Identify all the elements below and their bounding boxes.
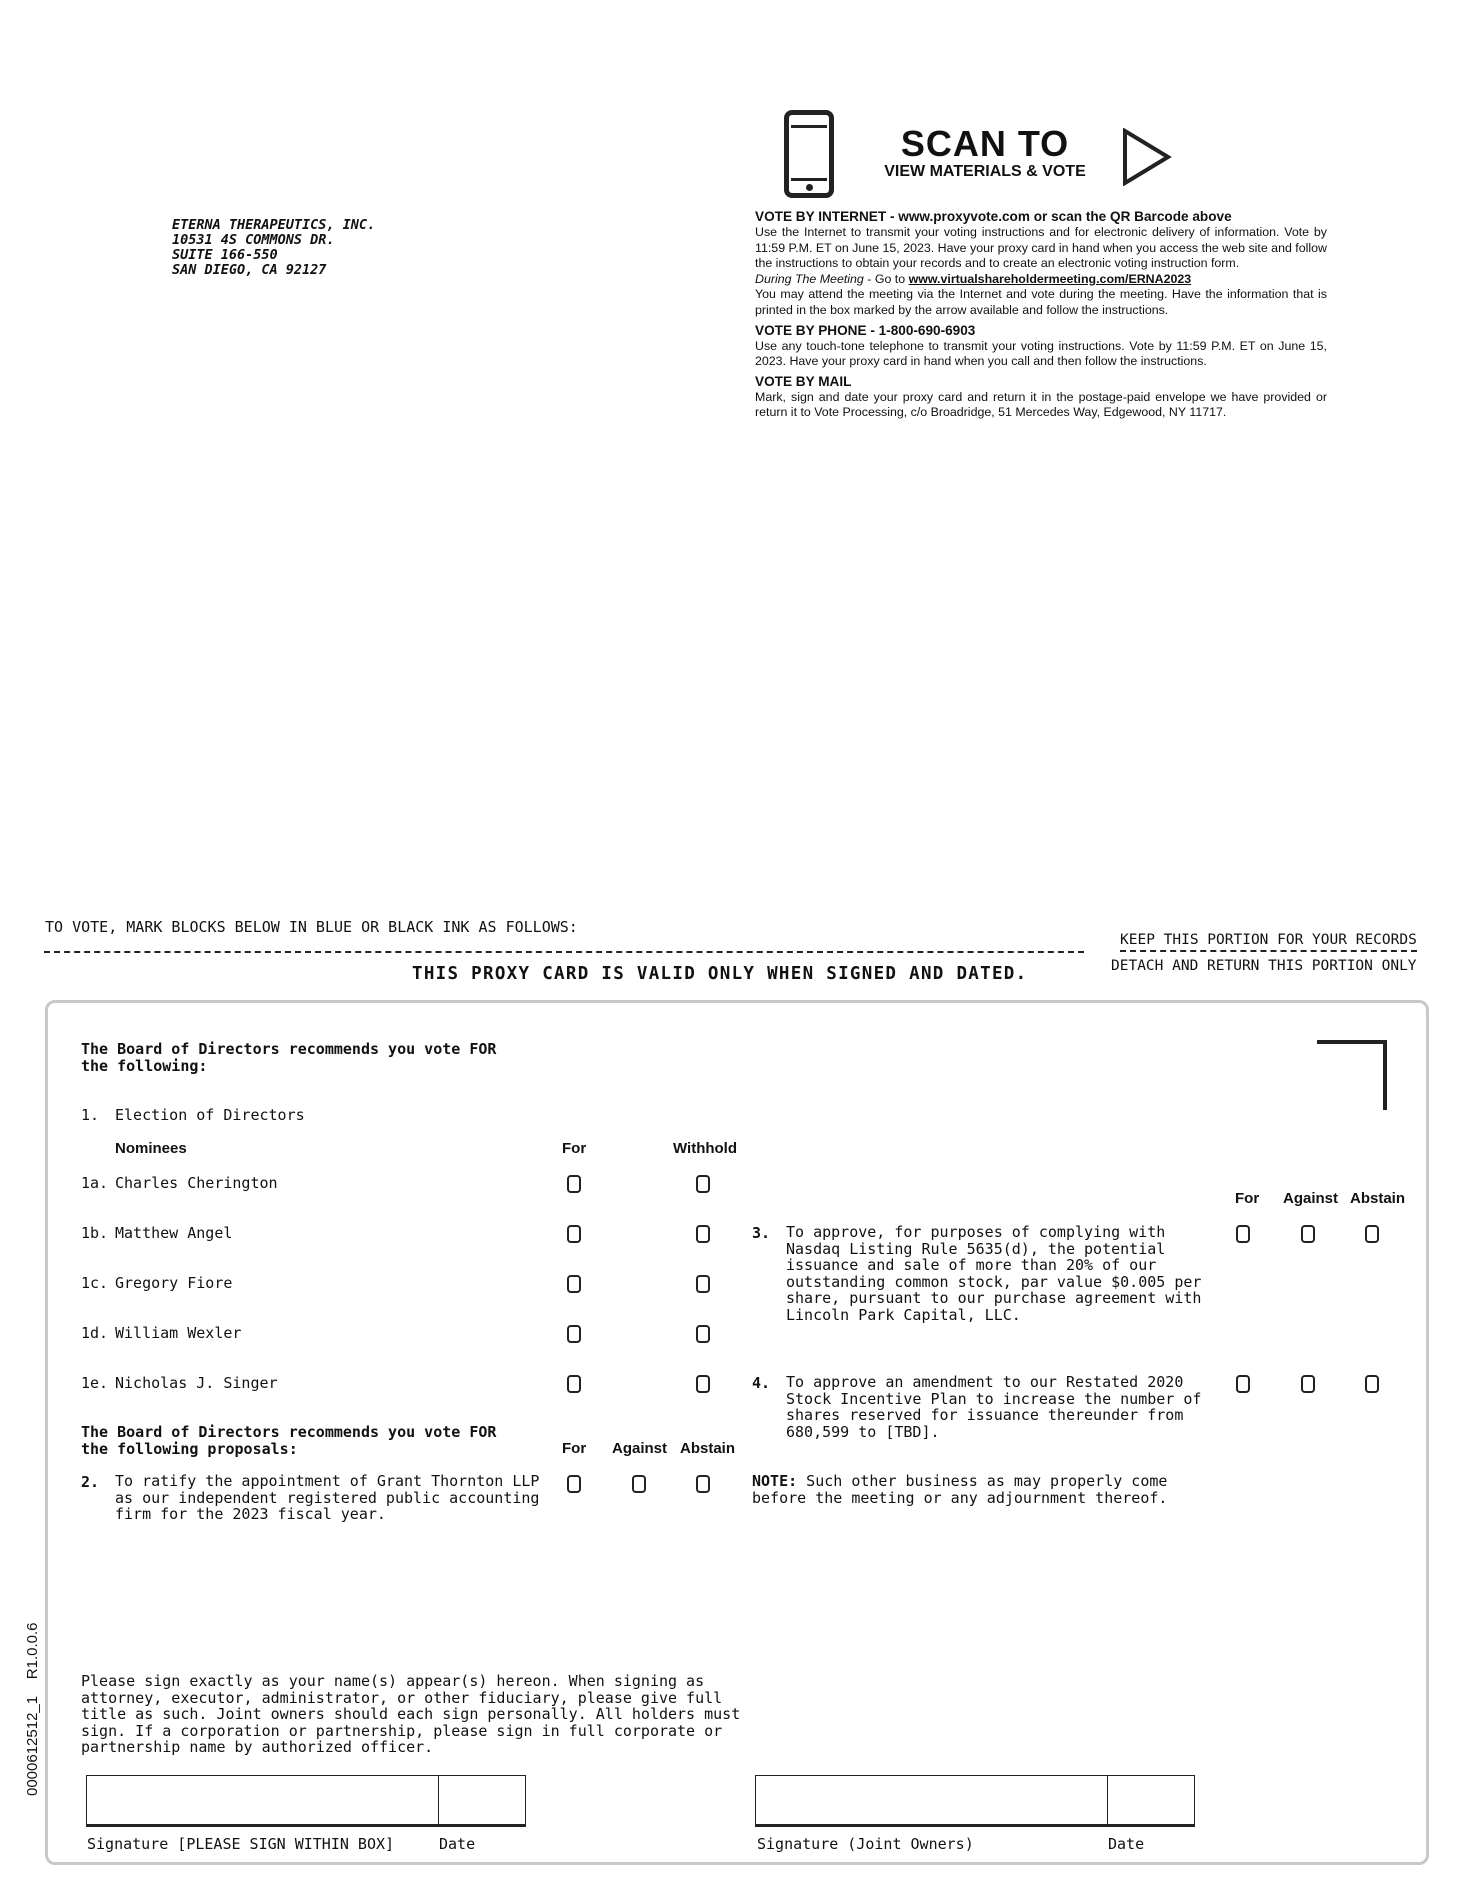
nominee-withhold-checkbox[interactable] bbox=[696, 1225, 710, 1243]
nominee-number: 1d. bbox=[81, 1324, 109, 1342]
joint-signature-box[interactable] bbox=[755, 1775, 1195, 1827]
proposal2-against-checkbox[interactable] bbox=[632, 1475, 646, 1493]
detach-line bbox=[44, 951, 1084, 953]
nominee-withhold-checkbox[interactable] bbox=[696, 1175, 710, 1193]
nominee-for-checkbox[interactable] bbox=[567, 1325, 581, 1343]
proposal3-number: 3. bbox=[752, 1224, 771, 1242]
phone-text: Use any touch-tone telephone to transmit your voting instructions. Vote by 11:59 P.M. ET on June 15, 2023. Have your proxy card in hand when you call and then follow the instructions. bbox=[755, 338, 1327, 369]
p2-for-header: For bbox=[562, 1440, 587, 1457]
mark-instructions: TO VOTE, MARK BLOCKS BELOW IN BLUE OR BLACK INK AS FOLLOWS: bbox=[45, 918, 578, 936]
phone-heading: VOTE BY PHONE - 1-800-690-6903 bbox=[755, 322, 976, 338]
nominee-number: 1c. bbox=[81, 1274, 109, 1292]
detach-portion-label: DETACH AND RETURN THIS PORTION ONLY bbox=[1111, 958, 1417, 974]
date-box-divider bbox=[438, 1776, 439, 1824]
nominee-name: Nicholas J. Singer bbox=[115, 1374, 278, 1392]
smartphone-icon bbox=[784, 110, 834, 198]
mail-heading: VOTE BY MAIL bbox=[755, 373, 852, 389]
address-line: SUITE 166-550 bbox=[172, 247, 278, 263]
proposal4-for-checkbox[interactable] bbox=[1236, 1375, 1250, 1393]
address-line: ETERNA THERAPEUTICS, INC. bbox=[172, 217, 376, 233]
proposal3-text: To approve, for purposes of complying with Nasdaq Listing Rule 5635(d), the potential issuance and sale of more than 20% of our outstanding common stock, par value $0.005 per share, pursuant to our purchase agreement with Lincoln Park Capital, LLC. bbox=[786, 1223, 1202, 1324]
proposal2-for-checkbox[interactable] bbox=[567, 1475, 581, 1493]
p3-for-header: For bbox=[1235, 1190, 1260, 1207]
meeting-line bbox=[755, 272, 1327, 288]
nominees-header: Nominees bbox=[115, 1140, 187, 1157]
meeting-goto: - Go to bbox=[863, 271, 909, 286]
proposal3-against-checkbox[interactable] bbox=[1301, 1225, 1315, 1243]
note-text: Such other business as may properly come before the meeting or any adjournment thereof. bbox=[752, 1472, 1168, 1507]
sign-instructions: Please sign exactly as your name(s) appear(s) hereon. When signing as attorney, executor, administrator, or other fiduciary, please give full title as such. Joint owners should each sign personally. All holders must sign. If a corporation or partnership, please sign in full corporate or partnership name by authorized officer. bbox=[81, 1672, 741, 1757]
signature-label: Signature [PLEASE SIGN WITHIN BOX] bbox=[87, 1835, 395, 1853]
nominee-number: 1b. bbox=[81, 1224, 109, 1242]
nominee-number: 1e. bbox=[81, 1374, 109, 1392]
note bbox=[752, 1473, 1167, 1506]
nominee-withhold-checkbox[interactable] bbox=[696, 1375, 710, 1393]
signature-box[interactable] bbox=[86, 1775, 526, 1827]
p3-abstain-header: Abstain bbox=[1350, 1190, 1406, 1207]
document-code: 0000612512_1 R1.0.0.6 bbox=[24, 1622, 41, 1796]
p3-against-header: Against bbox=[1283, 1190, 1339, 1207]
withhold-header: Withhold bbox=[673, 1140, 738, 1157]
nominee-for-checkbox[interactable] bbox=[567, 1275, 581, 1293]
internet-heading: VOTE BY INTERNET - www.proxyvote.com or scan the QR Barcode above bbox=[755, 209, 1232, 224]
item1-label: Election of Directors bbox=[115, 1106, 305, 1124]
joint-signature-label: Signature (Joint Owners) bbox=[757, 1835, 974, 1853]
proposal4-against-checkbox[interactable] bbox=[1301, 1375, 1315, 1393]
proposal2-text: To ratify the appointment of Grant Thornton LLP as our independent registered public accounting firm for the 2023 fiscal year. bbox=[115, 1472, 540, 1524]
valid-notice: THIS PROXY CARD IS VALID ONLY WHEN SIGNED AND DATED. bbox=[412, 964, 1028, 984]
p2-abstain-header: Abstain bbox=[680, 1440, 736, 1457]
scan-header bbox=[855, 123, 1115, 182]
voting-instructions bbox=[755, 208, 1327, 421]
proposal4-number: 4. bbox=[752, 1374, 771, 1392]
nominee-name: Matthew Angel bbox=[115, 1224, 233, 1242]
nominee-withhold-checkbox[interactable] bbox=[696, 1325, 710, 1343]
nominee-for-checkbox[interactable] bbox=[567, 1225, 581, 1243]
company-address bbox=[172, 218, 375, 278]
meeting-url-link[interactable]: www.virtualshareholdermeeting.com/ERNA2023 bbox=[908, 271, 1192, 286]
corner-mark bbox=[1317, 1040, 1387, 1110]
p2-against-header: Against bbox=[612, 1440, 668, 1457]
nominee-name: William Wexler bbox=[115, 1324, 242, 1342]
proposal3-abstain-checkbox[interactable] bbox=[1365, 1225, 1379, 1243]
address-line: 10531 4S COMMONS DR. bbox=[172, 232, 335, 248]
board-recommendation-2: The Board of Directors recommends you vote FOR the following proposals: bbox=[81, 1423, 497, 1458]
nominee-number: 1a. bbox=[81, 1174, 109, 1192]
internet-text: Use the Internet to transmit your voting instructions and for electronic delivery of information. Vote by 11:59 P.M. ET on June 15, 2023. Have your proxy card in hand when you access the web site and follow the instructions to obtain your records and to create an electronic voting instruction form. bbox=[755, 225, 1327, 271]
proposal2-abstain-checkbox[interactable] bbox=[696, 1475, 710, 1493]
play-arrow-icon bbox=[1122, 128, 1172, 186]
date-label: Date bbox=[439, 1835, 476, 1853]
proposal4-abstain-checkbox[interactable] bbox=[1365, 1375, 1379, 1393]
meeting-text: You may attend the meeting via the Internet and vote during the meeting. Have the information that is printed in the box marked by the arrow available and follow the instructions. bbox=[755, 287, 1327, 317]
nominee-withhold-checkbox[interactable] bbox=[696, 1275, 710, 1293]
proposal2-number: 2. bbox=[81, 1473, 100, 1491]
keep-portion-label: KEEP THIS PORTION FOR YOUR RECORDS bbox=[1120, 932, 1417, 952]
proposal4-text: To approve an amendment to our Restated 2020 Stock Incentive Plan to increase the number of shares reserved for issuance thereunder from 680,599 to [TBD]. bbox=[786, 1373, 1202, 1441]
scan-title: SCAN TO bbox=[900, 123, 1070, 164]
joint-date-label: Date bbox=[1108, 1835, 1145, 1853]
nominee-name: Charles Cherington bbox=[115, 1174, 278, 1192]
nominee-for-checkbox[interactable] bbox=[567, 1175, 581, 1193]
nominee-for-checkbox[interactable] bbox=[567, 1375, 581, 1393]
scan-subtitle: VIEW MATERIALS & VOTE bbox=[884, 163, 1086, 180]
for-header: For bbox=[562, 1140, 587, 1157]
nominee-name: Gregory Fiore bbox=[115, 1274, 233, 1292]
joint-date-box-divider bbox=[1107, 1776, 1108, 1824]
address-line: SAN DIEGO, CA 92127 bbox=[172, 262, 327, 278]
item1-number: 1. bbox=[81, 1106, 100, 1124]
proposal3-for-checkbox[interactable] bbox=[1236, 1225, 1250, 1243]
mail-text: Mark, sign and date your proxy card and return it in the postage-paid envelope we have provided or return it to Vote Processing, c/o Broadridge, 51 Mercedes Way, Edgewood, NY 11717. bbox=[755, 389, 1327, 420]
note-label: NOTE: bbox=[752, 1472, 798, 1490]
meeting-label: During The Meeting bbox=[755, 271, 864, 286]
board-recommendation-1: The Board of Directors recommends you vote FOR the following: bbox=[81, 1040, 497, 1075]
